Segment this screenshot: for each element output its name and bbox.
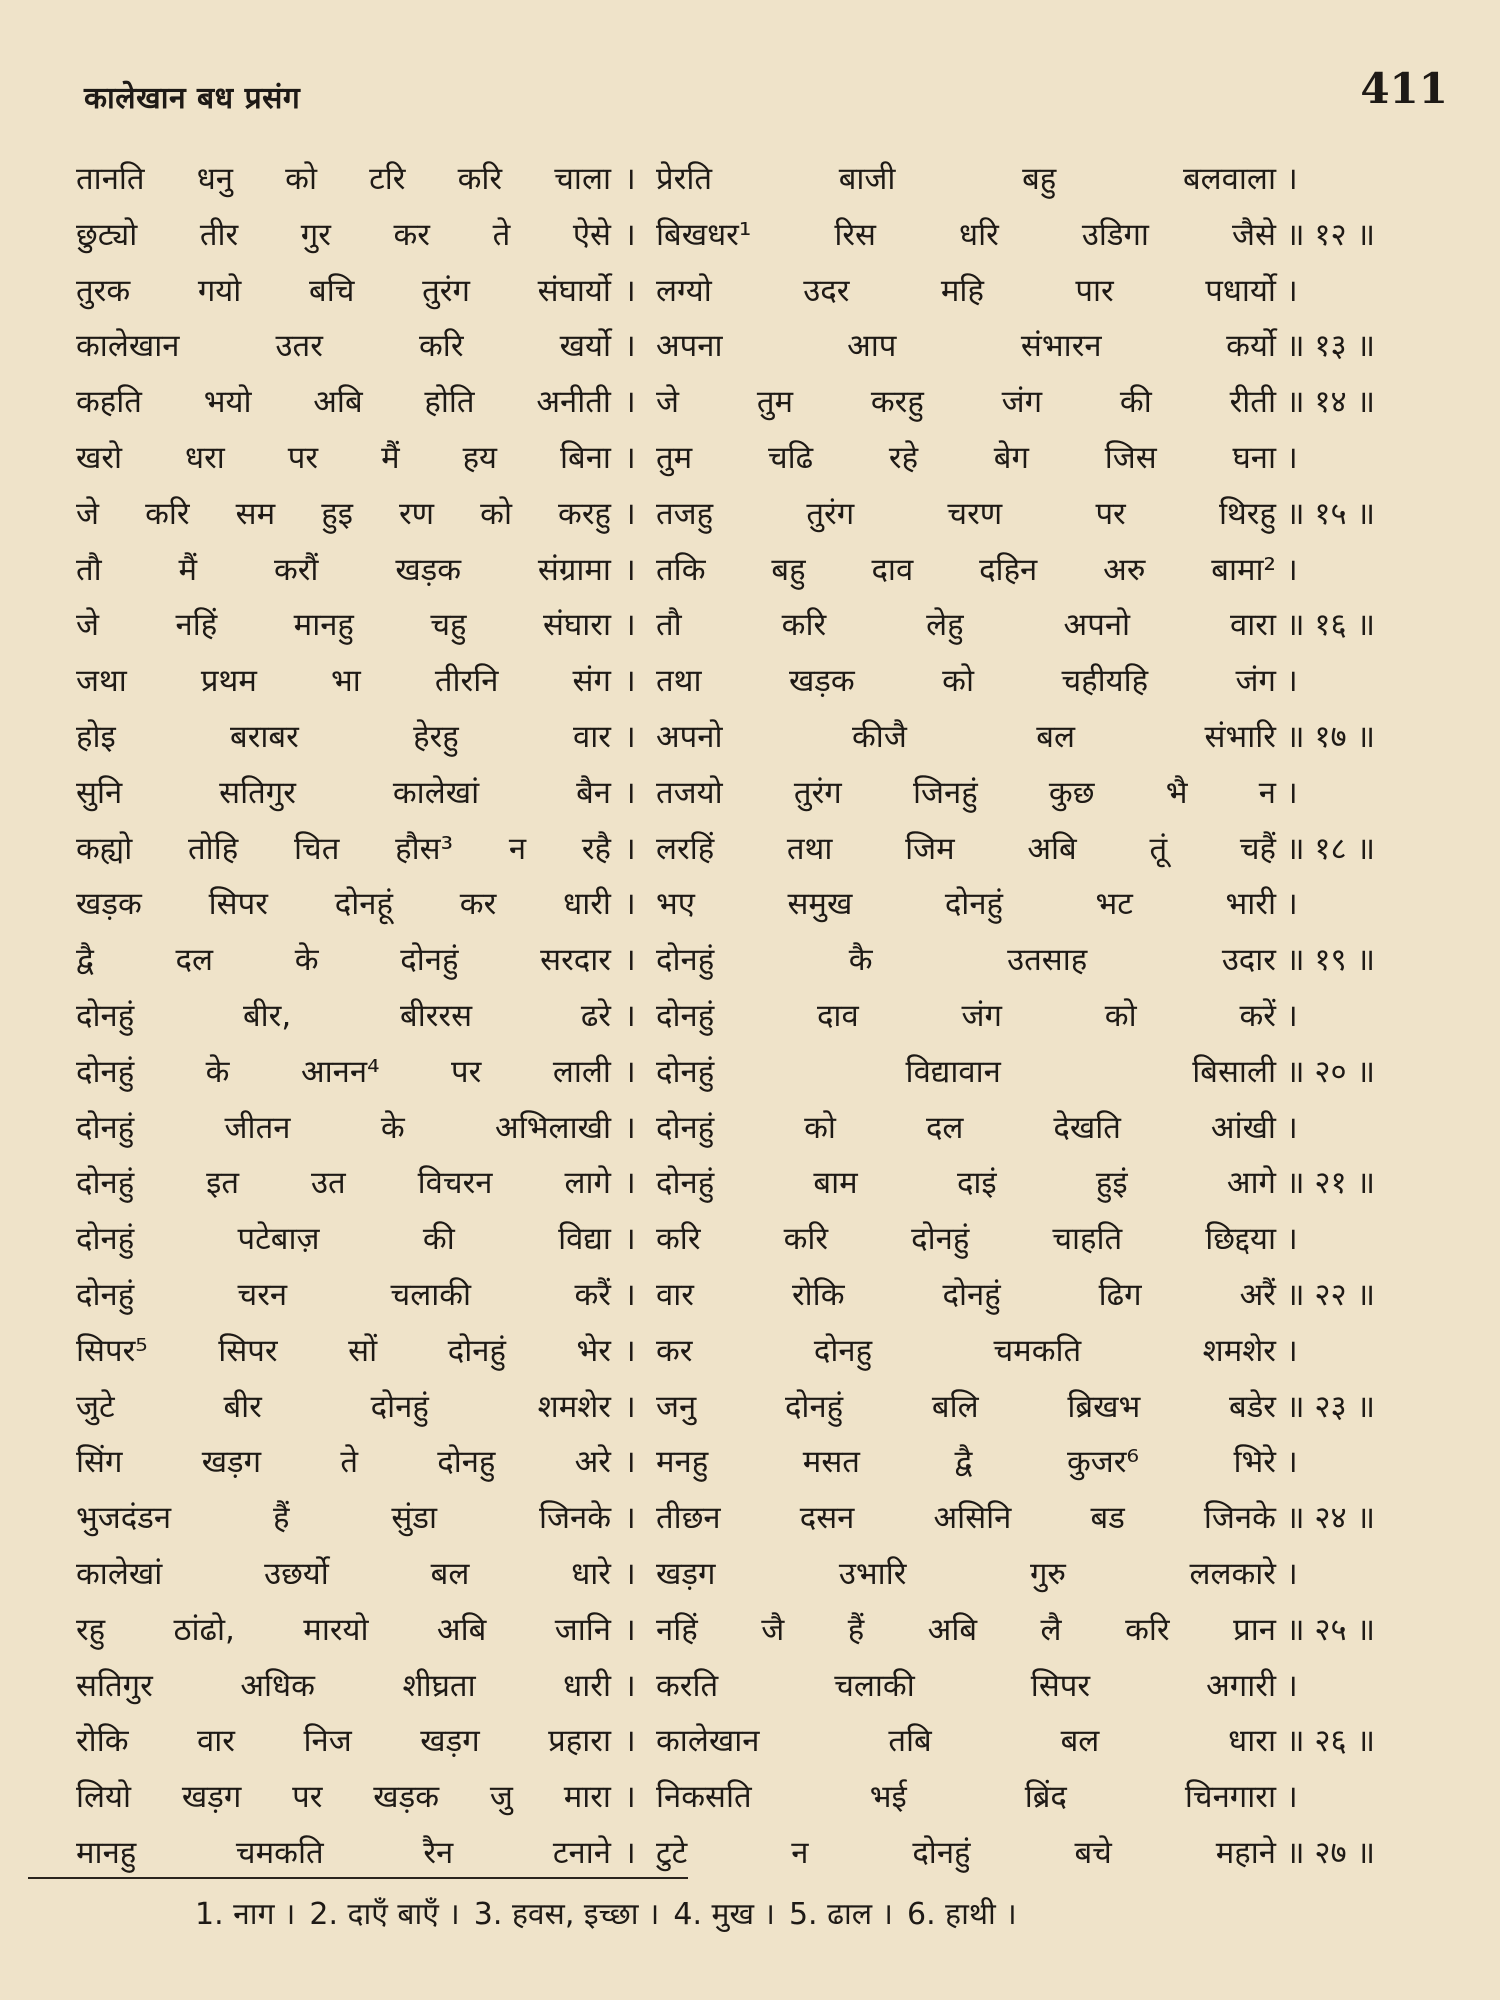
verse-first-half: भुजदंडन हैं सुंडा जिनके	[76, 1500, 611, 1537]
footnote-item: 6. हाथी ।	[907, 1897, 1017, 1932]
verse-second-half: जनु दोनहुं बलि ब्रिखभ बडेर	[656, 1388, 1276, 1425]
verse-line	[76, 1603, 1376, 1659]
verse-first-half: कहति भयो अबि होति अनीती	[76, 384, 611, 421]
verse-line	[76, 431, 1376, 487]
verse-first-half: सुनि सतिगुर कालेखां बैन	[76, 774, 611, 811]
verse-number-marker: ॥ १७ ॥	[1286, 718, 1376, 755]
verse-second-half: कर दोनहु चमकति शमशेर	[656, 1332, 1276, 1369]
verse-second-half: जे तुम करहु जंग की रीती	[656, 384, 1276, 421]
verse-line	[76, 654, 1376, 710]
verse-second-half: भए समुख दोनहुं भट भारी	[656, 886, 1276, 923]
verse-number-marker: ।	[1286, 1444, 1298, 1481]
verse-second-half: निकसति भई ब्रिंद चिनगारा	[656, 1779, 1276, 1816]
verse-second-half: लग्यो उदर महि पार पधार्यो	[656, 272, 1276, 309]
verse-number-marker: ॥ १८ ॥	[1286, 830, 1376, 867]
verse-first-half: सिपर⁵ सिपर सों दोनहुं भेर	[76, 1332, 611, 1369]
verse-first-half: खरो धरा पर मैं हय बिना	[76, 439, 611, 476]
verse-line	[76, 766, 1376, 822]
verse-line	[76, 208, 1376, 264]
verse-second-half: दोनहुं विद्यावान बिसाली	[656, 1053, 1276, 1090]
verse-line	[76, 933, 1376, 989]
verse-second-half: बिखधर¹ रिस धरि उडिगा जैसे	[656, 216, 1276, 253]
verse-first-half: जुटे बीर दोनहुं शमशेर	[76, 1388, 611, 1425]
verse-line	[76, 487, 1376, 543]
verse-line	[76, 1268, 1376, 1324]
verse-number-marker: ॥ १४ ॥	[1286, 384, 1376, 421]
danda-separator: ।	[624, 1555, 636, 1592]
danda-separator: ।	[624, 161, 636, 197]
footnote-item: 5. ढाल ।	[788, 1897, 894, 1932]
verse-number-marker: ॥ २२ ॥	[1286, 1276, 1376, 1313]
verse-number-marker: ॥ २७ ॥	[1286, 1834, 1376, 1871]
verse-number-marker: ।	[1286, 997, 1298, 1034]
danda-separator: ।	[624, 1667, 636, 1704]
verse-number-marker: ।	[1286, 1555, 1298, 1592]
verse-number-marker: ॥ २४ ॥	[1286, 1500, 1376, 1537]
verse-first-half: तौ मैं करौं खड़क संग्रामा	[76, 551, 611, 588]
running-header-title: कालेखान बध प्रसंग	[84, 81, 301, 116]
verse-number-marker: ॥ २० ॥	[1286, 1053, 1376, 1090]
verse-line	[76, 1380, 1376, 1436]
verse-line	[76, 1491, 1376, 1547]
verse-number-marker: ।	[1286, 663, 1298, 700]
verse-first-half: सिंग खड़ग ते दोनहु अरे	[76, 1444, 611, 1481]
danda-separator: ।	[624, 384, 636, 421]
verse-number-marker: ।	[1286, 1779, 1298, 1816]
verse-first-half: तानति धनु को टरि करि चाला	[76, 161, 611, 197]
verse-line	[76, 822, 1376, 878]
verse-second-half: तजहु तुरंग चरण पर थिरहु	[656, 495, 1276, 532]
verse-first-half: खड़क सिपर दोनहूं कर धारी	[76, 886, 611, 923]
verse-first-half: सतिगुर अधिक शीघ्रता धारी	[76, 1667, 611, 1704]
verse-first-half: दोनहुं पटेबाज़ की विद्या	[76, 1221, 611, 1258]
verse-second-half: तजयो तुरंग जिनहुं कुछ भै न	[656, 774, 1276, 811]
verse-line	[76, 1714, 1376, 1770]
verse-first-half: रहु ठांढो, मारयो अबि जानि	[76, 1611, 611, 1648]
danda-separator: ।	[624, 495, 636, 532]
verse-first-half: तुरक गयो बचि तुरंग संघार्यो	[76, 272, 611, 309]
verse-first-half: कालेखान उतर करि खर्यो	[76, 328, 611, 365]
verse-line	[76, 1770, 1376, 1826]
verse-line	[76, 598, 1376, 654]
footnote-item: 4. मुख ।	[673, 1897, 775, 1932]
verse-first-half: कालेखां उछर्यो बल धारे	[76, 1555, 611, 1592]
verse-first-half: जे करि सम हुइ रण को करहु	[76, 495, 611, 532]
verse-line	[76, 1324, 1376, 1380]
verse-second-half: तीछन दसन असिनि बड जिनके	[656, 1500, 1276, 1537]
danda-separator: ।	[624, 1276, 636, 1313]
verse-second-half: दोनहुं बाम दाइं हुइं आगे	[656, 1165, 1276, 1202]
danda-separator: ।	[624, 551, 636, 588]
verse-line	[76, 877, 1376, 933]
verse-first-half: जथा प्रथम भा तीरनि संग	[76, 663, 611, 700]
danda-separator: ।	[624, 774, 636, 811]
verse-number-marker: ॥ १५ ॥	[1286, 495, 1376, 532]
verse-number-marker: ।	[1286, 161, 1298, 197]
verse-second-half: मनहु मसत द्वै कुजर⁶ भिरे	[656, 1444, 1276, 1481]
verse-second-half: करि करि दोनहुं चाहति छिद्दया	[656, 1221, 1276, 1258]
danda-separator: ।	[624, 1779, 636, 1816]
verse-first-half: मानहु चमकति रैन टनाने	[76, 1834, 611, 1871]
danda-separator: ।	[624, 997, 636, 1034]
danda-separator: ।	[624, 830, 636, 867]
verse-second-half: नहिं जै हैं अबि लै करि प्रान	[656, 1611, 1276, 1648]
footnote-item: 3. हवस, इच्छा ।	[473, 1897, 660, 1932]
footnotes	[195, 1892, 1031, 1933]
verse-second-half: अपना आप संभारन कर्यो	[656, 328, 1276, 365]
danda-separator: ।	[624, 439, 636, 476]
danda-separator: ।	[624, 886, 636, 923]
verse-number-marker: ।	[1286, 272, 1298, 309]
verse-first-half: होइ बराबर हेरहु वार	[76, 718, 611, 755]
verse-line	[76, 1435, 1376, 1491]
verse-number-marker: ।	[1286, 1109, 1298, 1146]
page-number: 411	[1360, 64, 1448, 113]
verse-second-half: टुटे न दोनहुं बचे महाने	[656, 1834, 1276, 1871]
danda-separator: ।	[624, 663, 636, 700]
verse-number-marker: ।	[1286, 439, 1298, 476]
verse-number-marker: ॥ १९ ॥	[1286, 942, 1376, 979]
danda-separator: ।	[624, 1165, 636, 1202]
danda-separator: ।	[624, 272, 636, 309]
verse-second-half: तथा खड़क को चहीयहि जंग	[656, 663, 1276, 700]
danda-separator: ।	[624, 718, 636, 755]
verse-first-half: रोकि वार निज खड़ग प्रहारा	[76, 1723, 611, 1760]
verse-second-half: तुम चढि रहे बेग जिस घना	[656, 439, 1276, 476]
verse-second-half: खड़ग उभारि गुरु ललकारे	[656, 1555, 1276, 1592]
verse-number-marker: ।	[1286, 551, 1298, 588]
verse-number-marker: ॥ २१ ॥	[1286, 1165, 1376, 1202]
danda-separator: ।	[624, 1723, 636, 1760]
verse-second-half: तौ करि लेहु अपनो वारा	[656, 607, 1276, 644]
verse-first-half: छुट्यो तीर गुर कर ते ऐसे	[76, 216, 611, 253]
verse-first-half: दोनहुं के आनन⁴ पर लाली	[76, 1053, 611, 1090]
verse-number-marker: ॥ १६ ॥	[1286, 607, 1376, 644]
danda-separator: ।	[624, 1332, 636, 1369]
verse-second-half: कालेखान तबि बल धारा	[656, 1723, 1276, 1760]
verse-number-marker: ॥ २६ ॥	[1286, 1723, 1376, 1760]
verse-number-marker: ॥ १३ ॥	[1286, 328, 1376, 365]
verse-line	[76, 543, 1376, 599]
danda-separator: ।	[624, 942, 636, 979]
verse-line	[76, 1659, 1376, 1715]
footnote-item: 1. नाग ।	[195, 1897, 296, 1932]
verse-second-half: लरहिं तथा जिम अबि तूं चहैं	[656, 830, 1276, 867]
verse-line	[76, 375, 1376, 431]
verse-second-half: दोनहुं दाव जंग को करें	[656, 997, 1276, 1034]
verse-number-marker: ॥ १२ ॥	[1286, 216, 1376, 253]
verse-second-half: प्रेरति बाजी बहु बलवाला	[656, 161, 1276, 197]
verse-line	[76, 1156, 1376, 1212]
verse-first-half: लियो खड़ग पर खड़क जु मारा	[76, 1779, 611, 1816]
verse-line	[76, 1045, 1376, 1101]
verse-number-marker: ।	[1286, 886, 1298, 923]
verse-second-half: तकि बहु दाव दहिन अरु बामा²	[656, 551, 1276, 588]
danda-separator: ।	[624, 328, 636, 365]
verse-line	[76, 319, 1376, 375]
danda-separator: ।	[624, 1221, 636, 1258]
verse-line	[76, 1826, 1376, 1882]
verse-second-half: वार रोकि दोनहुं ढिग अरैं	[656, 1276, 1276, 1313]
verse-line	[76, 1212, 1376, 1268]
danda-separator: ।	[624, 1444, 636, 1481]
verse-first-half: कह्यो तोहि चित हौस³ न रहै	[76, 830, 611, 867]
verse-number-marker: ॥ २३ ॥	[1286, 1388, 1376, 1425]
danda-separator: ।	[624, 1834, 636, 1871]
danda-separator: ।	[624, 1611, 636, 1648]
verse-list	[76, 152, 1376, 1882]
verse-second-half: अपनो कीजै बल संभारि	[656, 718, 1276, 755]
verse-number-marker: ।	[1286, 1221, 1298, 1258]
verse-line	[76, 1547, 1376, 1603]
verse-number-marker: ।	[1286, 774, 1298, 811]
verse-first-half: द्वै दल के दोनहुं सरदार	[76, 942, 611, 979]
verse-number-marker: ।	[1286, 1667, 1298, 1704]
verse-first-half: दोनहुं बीर, बीररस ढरे	[76, 997, 611, 1034]
footnote-item: 2. दाएँ बाएँ ।	[309, 1897, 460, 1932]
verse-second-half: दोनहुं को दल देखति आंखी	[656, 1109, 1276, 1146]
verse-line	[76, 989, 1376, 1045]
verse-line	[76, 1101, 1376, 1157]
verse-line	[76, 152, 1376, 208]
verse-first-half: जे नहिं मानहु चहु संघारा	[76, 607, 611, 644]
verse-number-marker: ॥ २५ ॥	[1286, 1611, 1376, 1648]
danda-separator: ।	[624, 1500, 636, 1537]
verse-line	[76, 710, 1376, 766]
verse-first-half: दोनहुं जीतन के अभिलाखी	[76, 1109, 611, 1146]
danda-separator: ।	[624, 1053, 636, 1090]
verse-line	[76, 264, 1376, 320]
danda-separator: ।	[624, 1388, 636, 1425]
verse-first-half: दोनहुं इत उत विचरन लागे	[76, 1165, 611, 1202]
verse-number-marker: ।	[1286, 1332, 1298, 1369]
verse-second-half: करति चलाकी सिपर अगारी	[656, 1667, 1276, 1704]
danda-separator: ।	[624, 216, 636, 253]
footnote-divider	[28, 1877, 688, 1879]
verse-second-half: दोनहुं कै उतसाह उदार	[656, 942, 1276, 979]
verse-first-half: दोनहुं चरन चलाकी करैं	[76, 1276, 611, 1313]
danda-separator: ।	[624, 1109, 636, 1146]
danda-separator: ।	[624, 607, 636, 644]
